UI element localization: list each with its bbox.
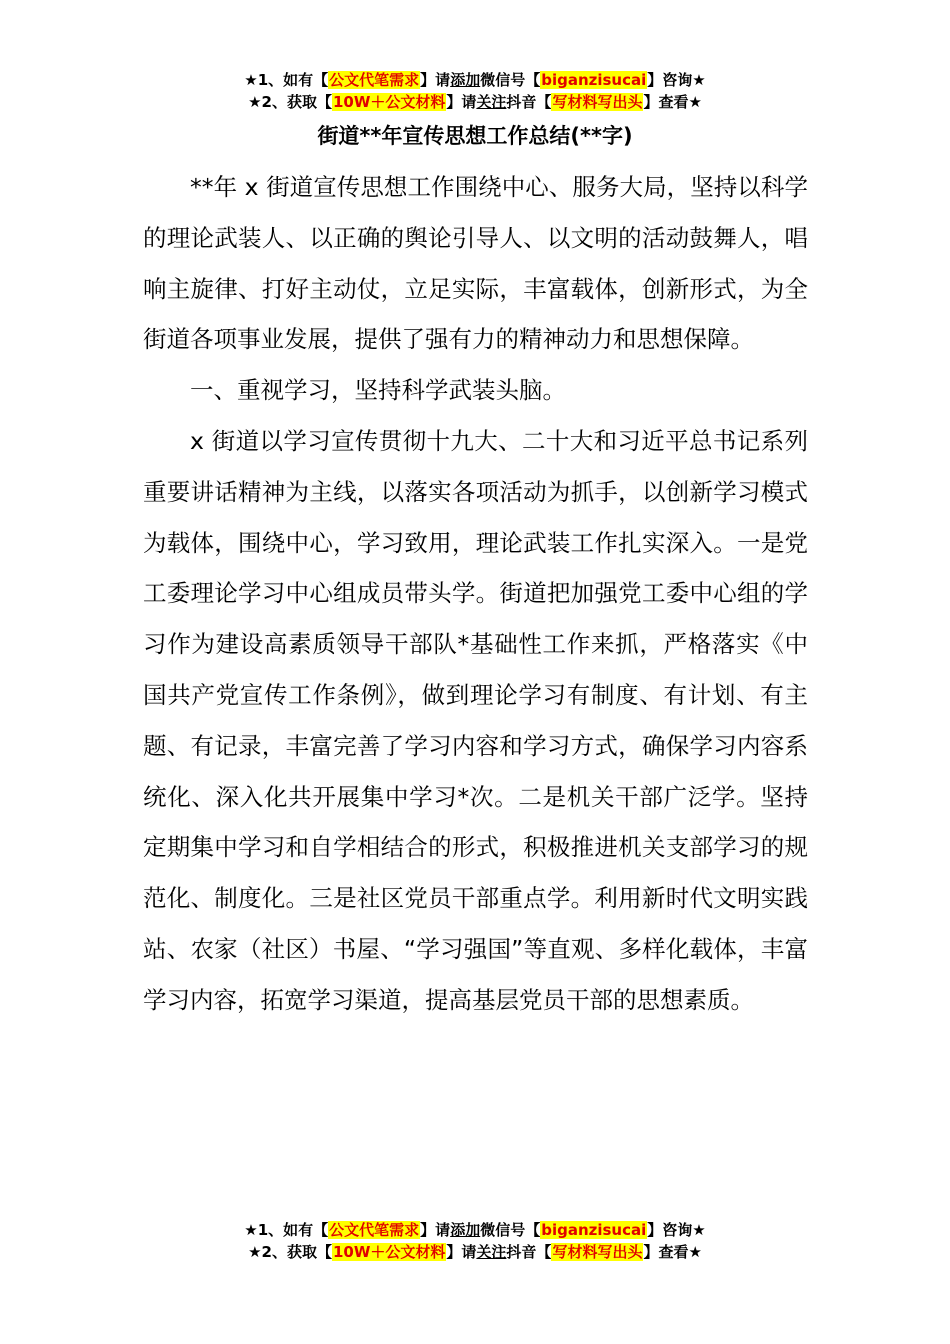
- document-body: [143, 162, 808, 1026]
- banner-text: 微信号【: [480, 71, 541, 89]
- banner-text: 】查看★: [643, 93, 702, 111]
- banner-line-2: [0, 1241, 950, 1263]
- banner-highlight: 10W＋公文材料: [332, 1243, 446, 1261]
- banner-text: 】请: [420, 71, 451, 89]
- banner-text: 】请: [446, 1243, 477, 1261]
- banner-text: 微信号【: [480, 1221, 541, 1239]
- banner-text: ★2、获取【: [248, 93, 332, 111]
- banner-line-2: [0, 91, 950, 113]
- document-title: 街道**年宣传思想工作总结(**字): [317, 124, 633, 148]
- banner-text: 】请: [420, 1221, 451, 1239]
- banner-line-1: [0, 69, 950, 91]
- paragraph-section-1: x 街道以学习宣传贯彻十九大、二十大和习近平总书记系列重要讲话精神为主线，以落实各项活动为抓手，以创新学习模式为载体，围绕中心，学习致用，理论武装工作扎实深入。一是党工委理论学习中心组成员带头学。街道把加强党工委中心组的学习作为建设高素质领导干部队*基础性工作来抓，严格落实《中国共产党宣传工作条例》，做到理论学习有制度、有计划、有主题、有记录，丰富完善了学习内容和学习方式，确保学习内容系统化、深入化共开展集中学习*次。二是机关干部广泛学。坚持定期集中学习和自学相结合的形式，积极推进机关支部学习的规范化、制度化。三是社区党员干部重点学。利用新时代文明实践站、农家（社区）书屋、“学习强国”等直观、多样化载体，丰富学习内容，拓宽学习渠道，提高基层党员干部的思想素质。: [143, 426, 808, 1014]
- banner-underlined: 添加: [450, 71, 481, 89]
- banner-highlight: 写材料写出头: [552, 1243, 643, 1261]
- banner-text: 】查看★: [643, 1243, 702, 1261]
- banner-text: 】咨询★: [647, 1221, 706, 1239]
- bottom-banner: [0, 1219, 950, 1263]
- banner-highlight: 10W＋公文材料: [332, 93, 446, 111]
- banner-highlight: biganzisucai: [541, 71, 647, 89]
- banner-highlight: 公文代笔需求: [329, 71, 420, 89]
- banner-highlight: 公文代笔需求: [329, 1221, 420, 1239]
- banner-highlight: biganzisucai: [541, 1221, 647, 1239]
- section-heading: 一、重视学习，坚持科学武装头脑。: [190, 376, 566, 405]
- top-banner: [0, 69, 950, 113]
- banner-underlined: 添加: [450, 1221, 481, 1239]
- banner-text: ★1、如有【: [244, 1221, 329, 1239]
- banner-text: ★2、获取【: [248, 1243, 332, 1261]
- banner-text: 】咨询★: [647, 71, 706, 89]
- banner-underlined: 关注: [476, 93, 507, 111]
- banner-text: ★1、如有【: [244, 71, 329, 89]
- banner-highlight: 写材料写出头: [552, 93, 643, 111]
- banner-text: 】请: [446, 93, 477, 111]
- paragraph-intro: **年 x 街道宣传思想工作围绕中心、服务大局，坚持以科学的理论武装人、以正确的舆论引导人、以文明的活动鼓舞人，唱响主旋律、打好主动仗，立足实际，丰富载体，创新形式，为全街道各项事业发展，提供了强有力的精神动力和思想保障。: [143, 173, 808, 354]
- banner-underlined: 关注: [476, 1243, 507, 1261]
- banner-text: 抖音【: [506, 93, 552, 111]
- banner-text: 抖音【: [506, 1243, 552, 1261]
- banner-line-1: [0, 1219, 950, 1241]
